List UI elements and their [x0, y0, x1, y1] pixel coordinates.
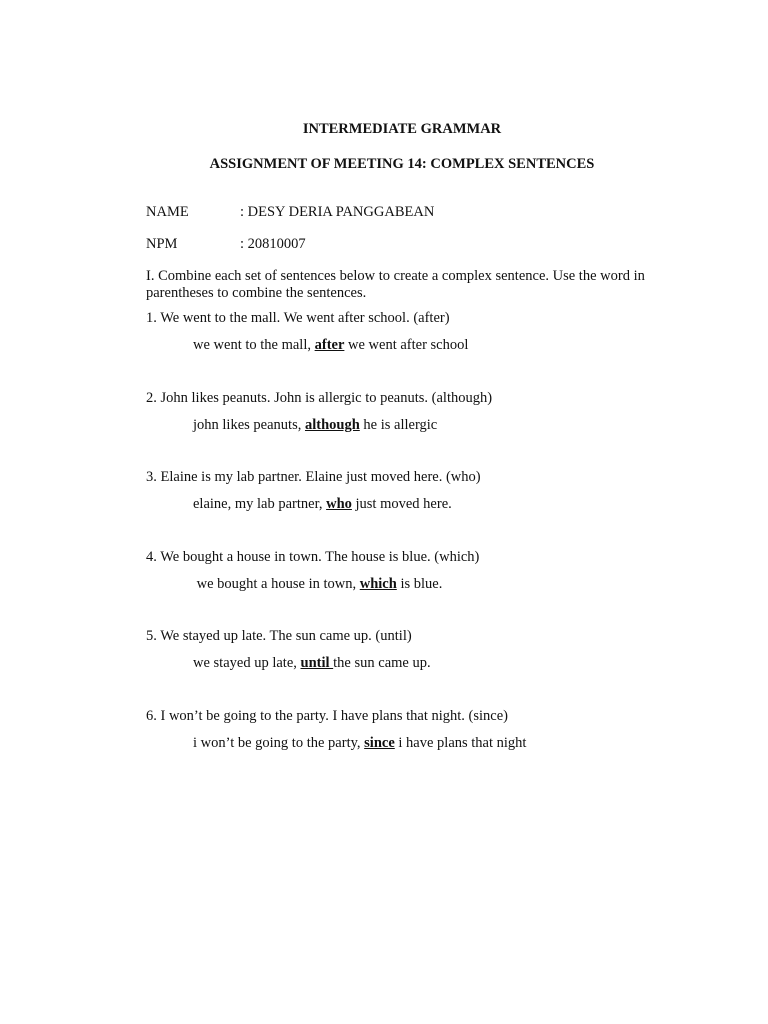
question-2: 2. John likes peanuts. John is allergic to peanuts. (although): [146, 390, 493, 406]
answer-5-conjunction: until: [300, 655, 334, 671]
answer-2-after: he is allergic: [359, 417, 438, 433]
answer-1-conjunction: after: [314, 337, 345, 353]
answer-2-conjunction: although: [304, 417, 360, 433]
answer-1-after: we went after school: [344, 337, 469, 353]
answer-4-conjunction: which: [359, 576, 397, 592]
course-title: INTERMEDIATE GRAMMAR: [302, 121, 502, 137]
answer-6-conjunction: since: [364, 735, 395, 751]
answer-4-before: we bought a house in town,: [193, 576, 360, 592]
answer-5-after: the sun came up.: [333, 655, 431, 671]
instruction-text: I. Combine each set of sentences below to create a complex sentence. Use the word in parentheses to combine the sentences.: [146, 268, 645, 301]
answer-5: [193, 655, 431, 672]
assignment-title: ASSIGNMENT OF MEETING 14: COMPLEX SENTENCES: [209, 156, 595, 172]
answer-3: [193, 496, 452, 513]
answer-4-after: is blue.: [396, 576, 443, 592]
npm-value: : 20810007: [240, 236, 306, 252]
question-3: 3. Elaine is my lab partner. Elaine just moved here. (who): [146, 469, 481, 485]
answer-6-before: i won’t be going to the party,: [193, 735, 365, 751]
answer-4: [193, 576, 442, 593]
question-4: 4. We bought a house in town. The house is blue. (which): [146, 549, 480, 565]
name-label: NAME: [146, 204, 189, 220]
answer-2-before: john likes peanuts,: [193, 417, 305, 433]
answer-6: [193, 735, 526, 752]
answer-6-after: i have plans that night: [394, 735, 527, 751]
answer-3-after: just moved here.: [351, 496, 452, 512]
answer-1: [193, 337, 468, 354]
question-6: 6. I won’t be going to the party. I have plans that night. (since): [146, 708, 509, 724]
npm-label: NPM: [146, 236, 178, 252]
answer-3-conjunction: who: [326, 496, 352, 512]
answer-1-before: we went to the mall,: [193, 337, 315, 353]
question-1: 1. We went to the mall. We went after school. (after): [146, 310, 450, 326]
question-5: 5. We stayed up late. The sun came up. (until): [146, 628, 412, 644]
answer-5-before: we stayed up late,: [193, 655, 301, 671]
name-value: : DESY DERIA PANGGABEAN: [240, 204, 435, 220]
answer-2: [193, 417, 437, 434]
answer-3-before: elaine, my lab partner,: [193, 496, 327, 512]
